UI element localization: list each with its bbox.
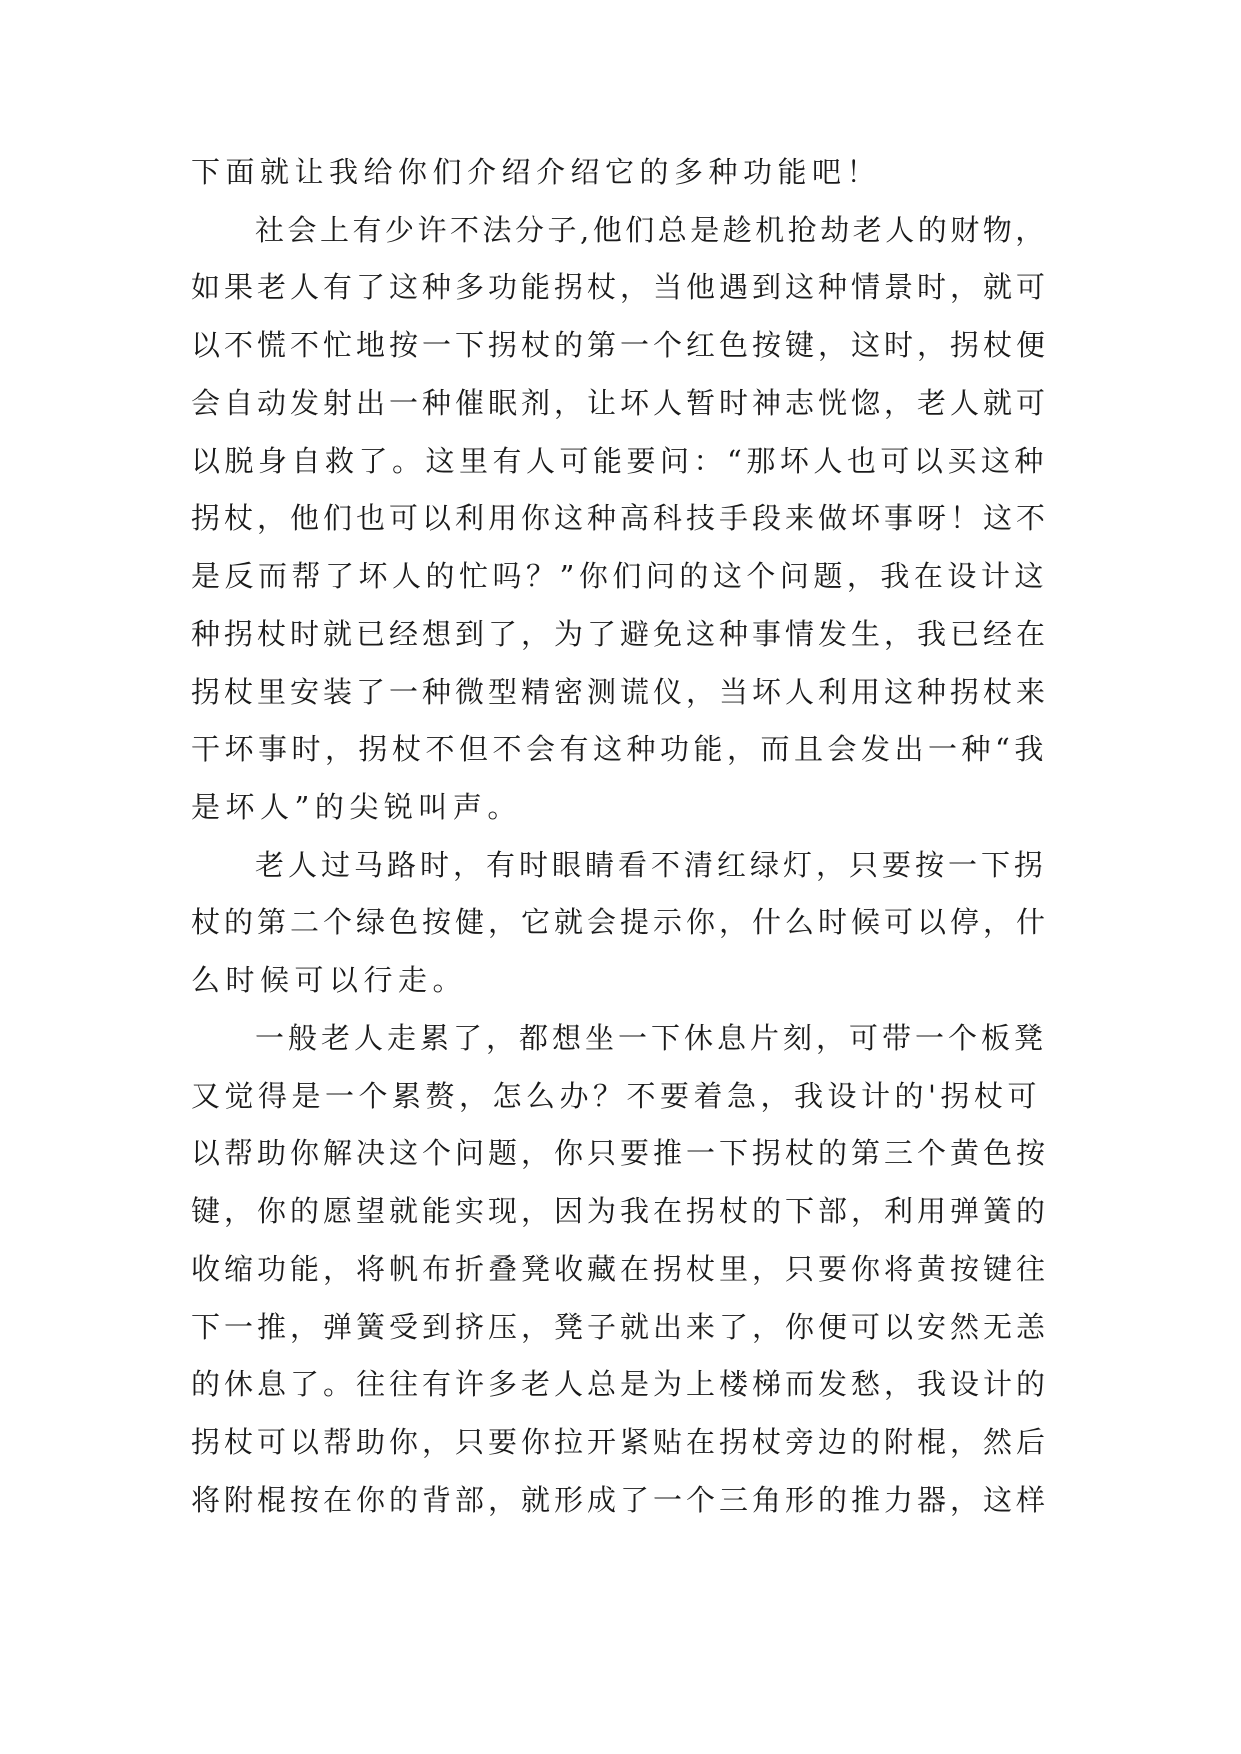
paragraph-first-line: 一般老人走累了，都想坐一下休息片刻，可带一个板凳 (255, 1021, 1048, 1055)
text-line: 键，你的愿望就能实现，因为我在拐杖的下部，利用弹簧的 (191, 1194, 1050, 1228)
text-line: 拐杖，他们也可以利用你这种高科技手段来做坏事呀！这不 (191, 501, 1050, 535)
text-line: 又觉得是一个累赘，怎么办？不要着急，我设计的'拐杖可 (191, 1079, 1041, 1113)
text-line: 将附棍按在你的背部，就形成了一个三角形的推力器，这样 (191, 1483, 1050, 1517)
text-line: 拐杖里安装了一种微型精密测谎仪，当坏人利用这种拐杖来 (191, 675, 1050, 709)
text-line: 下一推，弹簧受到挤压，凳子就出来了，你便可以安然无恙 (191, 1310, 1050, 1344)
text-line: 收缩功能，将帆布折叠凳收藏在拐杖里，只要你将黄按键往 (191, 1252, 1050, 1286)
text-line: 以帮助你解决这个问题，你只要推一下拐杖的第三个黄色按 (191, 1136, 1050, 1170)
text-line: 如果老人有了这种多功能拐杖，当他遇到这种情景时，就可 (191, 270, 1050, 304)
text-line: 的休息了。往往有许多老人总是为上楼梯而发愁，我设计的 (191, 1367, 1050, 1401)
text-line: 拐杖可以帮助你，只要你拉开紧贴在拐杖旁边的附棍，然后 (191, 1425, 1050, 1459)
text-line: 是反而帮了坏人的忙吗？”你们问的这个问题，我在设计这 (191, 559, 1048, 593)
text-line: 么时候可以行走。 (191, 963, 468, 997)
text-line: 以不慌不忙地按一下拐杖的第一个红色按键，这时，拐杖便 (191, 328, 1050, 362)
text-line: 种拐杖时就已经想到了，为了避免这种事情发生，我已经在 (191, 617, 1050, 651)
paragraph-first-line: 社会上有少许不法分子,他们总是趁机抢劫老人的财物， (255, 213, 1048, 247)
text-line: 以脱身自救了。这里有人可能要问：“那坏人也可以买这种 (191, 444, 1048, 478)
text-line: 下面就让我给你们介绍介绍它的多种功能吧！ (191, 155, 882, 189)
text-line: 干坏事时，拐杖不但不会有这种功能，而且会发出一种“我 (191, 732, 1048, 766)
text-line: 杖的第二个绿色按健，它就会提示你，什么时候可以停，什 (191, 905, 1050, 939)
paragraph-first-line: 老人过马路时，有时眼睛看不清红绿灯，只要按一下拐 (255, 848, 1048, 882)
text-line: 会自动发射出一种催眠剂，让坏人暂时神志恍惚，老人就可 (191, 386, 1050, 420)
text-line: 是坏人”的尖锐叫声。 (191, 790, 522, 824)
